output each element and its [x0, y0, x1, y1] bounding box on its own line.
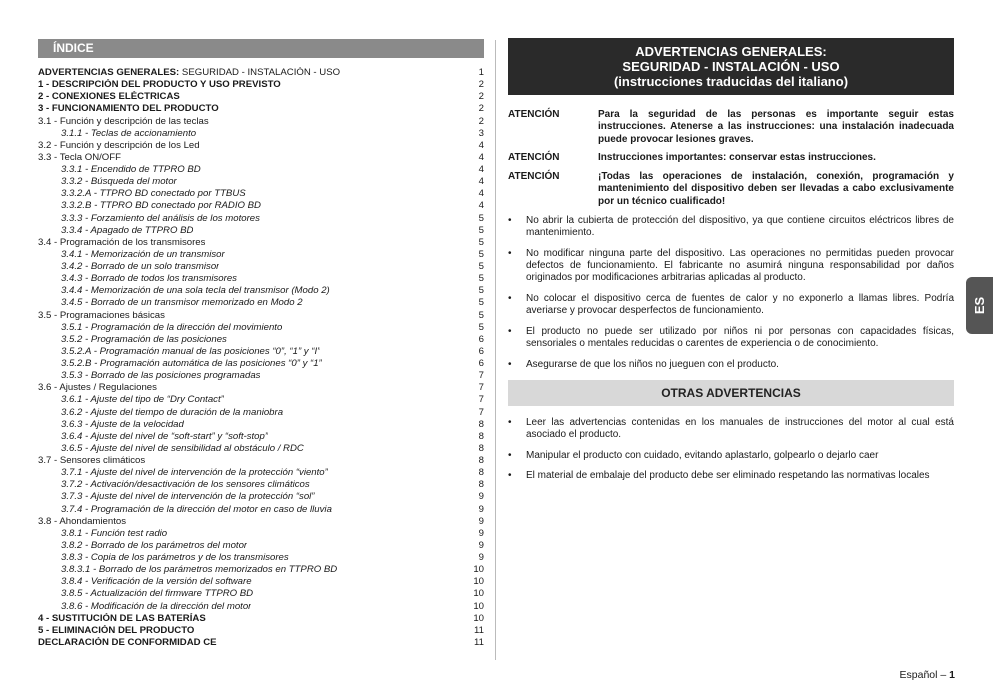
- bullet: •: [508, 358, 512, 370]
- toc-entry-title: [38, 116, 209, 128]
- toc-entry-label: 3.1.1 - Teclas de accionamiento: [61, 127, 197, 139]
- toc-entry: [38, 213, 484, 225]
- bullet: •: [508, 215, 512, 226]
- toc-entry-label: 2 - CONEXIONES ELÉCTRICAS: [38, 91, 180, 103]
- toc-entry-page: 10: [473, 588, 484, 600]
- list-item-text: Leer las advertencias contenidas en los manuales de instrucciones del motor al cual está asociado el producto.: [526, 417, 954, 441]
- toc-entry: [38, 479, 484, 491]
- toc-entry: [38, 540, 484, 552]
- toc-entry-label: 3.7 - Sensores climáticos: [38, 455, 146, 466]
- toc-entry-label: 3.7.2 - Activación/desactivación de los sensores climáticos: [61, 479, 310, 491]
- toc-entry: [38, 613, 484, 625]
- toc-entry-label: 3.8.3 - Copia de los parámetros y de los transmisores: [61, 552, 289, 563]
- toc-entry-label: 3.6.1 - Ajuste del tipo de “Dry Contact”: [61, 394, 224, 406]
- toc-entry-label: 3.5.3 - Borrado de las posiciones programadas: [61, 370, 261, 382]
- toc-entry-title: [38, 370, 260, 382]
- toc-entry-label: 4 - SUSTITUCIÓN DE LAS BATERÍAS: [38, 612, 206, 624]
- toc-entry: [38, 516, 484, 528]
- toc-entry-label: 3.7.4 - Programación de la dirección del motor en caso de lluvia: [61, 503, 332, 515]
- list-item: [508, 359, 954, 371]
- toc-entry-label: 3.8 - Ahondamientos: [38, 515, 127, 527]
- toc-entry-page: 2: [478, 115, 484, 127]
- toc-entry-label: 3.6.3 - Ajuste de la velocidad: [61, 418, 184, 430]
- list-item: [508, 248, 954, 285]
- attention-label: ATENCIÓN: [508, 152, 560, 163]
- title-line-2: SEGURIDAD - INSTALACIÓN - USO: [622, 59, 840, 74]
- language-tab-label: ES: [972, 296, 987, 315]
- toc-entry-page: 7: [478, 382, 484, 394]
- toc-entry-label: 3.5.2.A - Programación manual de las posiciones “0”, “1” y “I”: [61, 345, 321, 357]
- toc-entry-label: 3.8.4 - Verificación de la versión del software: [61, 576, 252, 588]
- toc-entry: [38, 637, 484, 649]
- toc-entry: [38, 455, 484, 467]
- toc-entry-page: 1: [478, 67, 484, 78]
- toc-entry-label: 3.7.3 - Ajuste del nivel de intervención de la protección “sol”: [61, 491, 315, 503]
- toc-entry-page: 8: [478, 479, 484, 491]
- attention-label: ATENCIÓN: [508, 109, 560, 120]
- toc-entry-title: [38, 67, 340, 79]
- toc-entry: [38, 576, 484, 588]
- toc-entry-title: [38, 491, 315, 503]
- attention-text: Instrucciones importantes: conservar estas instrucciones.: [598, 152, 876, 163]
- toc-entry-title: [38, 213, 260, 225]
- attention-label: ATENCIÓN: [508, 171, 560, 182]
- toc-entry-title: [38, 467, 328, 479]
- toc-entry-title: [38, 310, 165, 322]
- toc-entry-label: 3.3.4 - Apagado de TTPRO BD: [61, 224, 194, 236]
- toc-entry: [38, 297, 484, 309]
- toc-entry-label: 3.3.2 - Búsqueda del motor: [61, 176, 177, 188]
- toc-entry-title: [38, 431, 268, 443]
- toc-entry-label: 3.3.2.B - TTPRO BD conectado por RADIO BD: [61, 200, 261, 212]
- toc-entry-page: 2: [478, 79, 484, 91]
- toc-entry-label: 3.5 - Programaciones básicas: [38, 309, 165, 321]
- toc-entry-page: 4: [478, 139, 484, 151]
- toc-entry-page: 11: [474, 624, 484, 636]
- toc-entry-label: 3.4.2 - Borrado de un solo transmisor: [61, 261, 220, 272]
- warnings-list: [508, 215, 954, 379]
- bullet: •: [508, 325, 512, 337]
- toc-entry-label: 3.8.2 - Borrado de los parámetros del motor: [61, 539, 248, 551]
- toc-entry: [38, 261, 484, 273]
- toc-entry-page: 4: [478, 176, 484, 188]
- section-title: OTRAS ADVERTENCIAS: [508, 380, 954, 406]
- list-item-text: No abrir la cubierta de protección del dispositivo, ya que contiene circuitos eléctricos libres de mantenimiento.: [526, 215, 954, 239]
- toc-entry-title: [38, 237, 205, 249]
- toc-entry-label: 3.4.3 - Borrado de todos los transmisores: [61, 273, 237, 285]
- toc-entry: [38, 164, 484, 176]
- toc-entry-page: 5: [478, 321, 484, 333]
- toc-entry: [38, 528, 484, 540]
- toc-entry-page: 2: [478, 103, 484, 115]
- page-footer: [900, 669, 955, 681]
- toc-entry-label: 3.6 - Ajustes / Regulaciones: [38, 382, 157, 394]
- toc-entry-page: 5: [478, 236, 484, 248]
- toc-entry-page: 5: [478, 261, 484, 272]
- toc-entry: [38, 273, 484, 285]
- title-line-3: (instrucciones traducidas del italiano): [613, 74, 849, 89]
- toc-entry: [38, 394, 484, 406]
- toc-entry: [38, 176, 484, 188]
- toc-entry: [38, 443, 484, 455]
- toc-entry: [38, 79, 484, 91]
- toc-entry-page: 5: [478, 273, 484, 285]
- toc-entry-page: 8: [478, 430, 484, 442]
- toc-entry: [38, 310, 484, 322]
- toc-entry: [38, 504, 484, 516]
- toc-entry-title: [38, 188, 246, 200]
- toc-entry-title: [38, 613, 206, 625]
- toc-entry-page: 9: [478, 491, 484, 503]
- toc-entry: [38, 128, 484, 140]
- list-item: [508, 450, 954, 462]
- toc-entry-title: [38, 91, 180, 103]
- toc-entry-page: 8: [478, 442, 484, 454]
- bullet: •: [508, 247, 512, 259]
- toc-entry-title: [38, 382, 157, 394]
- footer-language: Español –: [899, 669, 950, 681]
- toc-entry-page: 9: [478, 503, 484, 515]
- toc-entry-label: 3.4.1 - Memorización de un transmisor: [61, 248, 225, 260]
- toc-entry-label: 3.8.3.1 - Borrado de los parámetros memorizados en TTPRO BD: [61, 564, 338, 576]
- toc-entry-title: [38, 261, 219, 273]
- toc-entry-label: 3.6.2 - Ajuste del tiempo de duración de la maniobra: [61, 406, 284, 418]
- list-item-text: El producto no puede ser utilizado por niños ni por personas con capacidades físicas, sensoriales o mentales reducidas o carentes de experiencia o de conocimiento.: [526, 325, 954, 350]
- toc-entry-title: [38, 504, 332, 516]
- toc-entry-page: 10: [473, 564, 484, 576]
- bullet: •: [508, 293, 512, 305]
- toc-entry: [38, 370, 484, 382]
- toc-entry: [38, 407, 484, 419]
- toc-entry-page: 6: [478, 333, 484, 345]
- toc-entry-page: 8: [478, 418, 484, 430]
- bullet: •: [508, 417, 512, 428]
- toc-entry-page: 5: [478, 224, 484, 236]
- toc-entry-label: 3.6.4 - Ajuste del nivel de “soft-start” y “soft-stop”: [61, 430, 269, 442]
- toc-entry: [38, 467, 484, 479]
- toc-entry: [38, 200, 484, 212]
- list-item: [508, 293, 954, 318]
- toc-entry-label: 3.8.5 - Actualización del firmware TTPRO BD: [61, 588, 254, 600]
- toc-entry-label: 3.4.4 - Memorización de una sola tecla del transmisor (Modo 2): [61, 285, 330, 297]
- toc-entry-title: [38, 419, 184, 431]
- list-item-text: Asegurarse de que los niños no jueguen con el producto.: [526, 358, 779, 370]
- toc-entry-page: 10: [473, 600, 484, 612]
- toc-entry: [38, 140, 484, 152]
- toc-entry: [38, 419, 484, 431]
- toc-entry-page: 9: [478, 552, 484, 563]
- toc-entry-title: [38, 588, 253, 600]
- toc-entry-title: [38, 564, 337, 576]
- list-item: [508, 417, 954, 442]
- toc-entry: [38, 152, 484, 164]
- toc-entry-label: 3.3 - Tecla ON/OFF: [38, 151, 121, 163]
- toc-entry-page: 4: [478, 200, 484, 212]
- toc-entry-title: [38, 334, 227, 346]
- toc-entry-title: [38, 637, 217, 649]
- toc-entry-title: [38, 394, 224, 406]
- toc-entry: [38, 431, 484, 443]
- column-divider: [495, 40, 496, 660]
- toc-entry: [38, 188, 484, 200]
- toc-entry-title: [38, 601, 251, 613]
- toc-entry-page: 4: [478, 164, 484, 175]
- toc-entry-title: [38, 346, 320, 358]
- toc-entry-page: 9: [478, 515, 484, 527]
- other-warnings-list: [508, 417, 954, 491]
- toc-entry-label: 3.1 - Función y descripción de las teclas: [38, 115, 209, 127]
- toc-entry: [38, 346, 484, 358]
- bullet: •: [508, 470, 512, 482]
- toc-entry-title: [38, 249, 225, 261]
- toc-entry-page: 7: [478, 370, 484, 382]
- page-number: 1: [949, 669, 955, 681]
- toc-entry-page: 7: [478, 406, 484, 418]
- list-item: [508, 215, 954, 240]
- toc-entry: [38, 285, 484, 297]
- toc-entry-label: 3.5.2.B - Programación automática de las posiciones “0” y “1”: [61, 358, 322, 369]
- toc-entry-page: 2: [478, 91, 484, 103]
- toc-entry-page: 8: [478, 455, 484, 466]
- toc-entry-title: [38, 164, 201, 176]
- toc-entry-page: 5: [478, 285, 484, 297]
- toc-entry-title: [38, 152, 121, 164]
- toc-entry-label: 3.3.1 - Encendido de TTPRO BD: [61, 164, 201, 175]
- toc-entry-label: 3.5.1 - Programación de la dirección del movimiento: [61, 321, 283, 333]
- toc-entry: [38, 116, 484, 128]
- toc-entry-label: 3.4.5 - Borrado de un transmisor memorizado en Modo 2: [61, 297, 303, 309]
- toc-entry-title: [38, 79, 281, 91]
- toc-entry: [38, 91, 484, 103]
- toc-entry-title: [38, 443, 304, 455]
- toc-entry-label: 3.3.3 - Forzamiento del análisis de los motores: [61, 212, 260, 224]
- toc-entry-title: [38, 297, 303, 309]
- table-of-contents: [38, 67, 484, 649]
- attention-block: [508, 152, 954, 164]
- toc-entry-label: 3 - FUNCIONAMIENTO DEL PRODUCTO: [38, 103, 219, 115]
- toc-entry: [38, 601, 484, 613]
- toc-entry-page: 4: [478, 188, 484, 200]
- toc-entry-label: 3.4 - Programación de los transmisores: [38, 236, 206, 248]
- list-item: [508, 326, 954, 351]
- toc-entry-page: 11: [474, 636, 484, 648]
- toc-entry-subtitle: SEGURIDAD - INSTALACIÓN - USO: [179, 67, 341, 78]
- toc-entry: [38, 552, 484, 564]
- toc-entry-title: [38, 552, 289, 564]
- toc-entry-title: [38, 128, 196, 140]
- toc-entry-title: [38, 103, 219, 115]
- toc-entry-label: 3.8.6 - Modificación de la dirección del motor: [61, 600, 252, 612]
- toc-entry-label: 3.6.5 - Ajuste del nivel de sensibilidad al obstáculo / RDC: [61, 442, 304, 454]
- toc-entry: [38, 358, 484, 370]
- attention-block: [508, 171, 954, 208]
- toc-entry: [38, 334, 484, 346]
- attention-text: Para la seguridad de las personas es importante seguir estas instrucciones. Atenerse a las instrucciones: una instalación inadecuada puede provocar lesiones graves.: [598, 109, 954, 145]
- toc-entry-title: [38, 516, 126, 528]
- language-tab: [966, 277, 993, 334]
- toc-entry-page: 4: [478, 151, 484, 163]
- bullet: •: [508, 449, 512, 461]
- toc-entry-title: [38, 576, 252, 588]
- toc-entry-label: DECLARACIÓN DE CONFORMIDAD CE: [38, 636, 217, 648]
- toc-entry-page: 5: [478, 297, 484, 309]
- list-item: [508, 470, 954, 482]
- toc-entry-title: [38, 322, 282, 334]
- toc-entry-label: 3.3.2.A - TTPRO BD conectado por TTBUS: [61, 188, 246, 200]
- toc-entry: [38, 491, 484, 503]
- toc-entry: [38, 249, 484, 261]
- toc-title: ÍNDICE: [38, 39, 484, 58]
- toc-entry: [38, 564, 484, 576]
- toc-entry-label: 3.5.2 - Programación de las posiciones: [61, 333, 227, 345]
- list-item-text: El material de embalaje del producto debe ser eliminado respetando las normativas locales: [526, 470, 930, 482]
- toc-entry-label: 3.8.1 - Función test radio: [61, 527, 168, 539]
- toc-entry-title: [38, 528, 167, 540]
- toc-entry: [38, 225, 484, 237]
- toc-entry-page: 5: [478, 212, 484, 224]
- toc-entry-label: 5 - ELIMINACIÓN DEL PRODUCTO: [38, 624, 195, 636]
- toc-entry-page: 7: [478, 394, 484, 406]
- list-item-text: No modificar ninguna parte del dispositivo. Las operaciones no permitidas pueden provocar defectos de funcionamiento. El fabricante no asumirá ninguna responsabilidad por daños originados por modificaciones arbitrarias aplicadas al producto.: [526, 247, 954, 284]
- toc-entry-page: 9: [478, 527, 484, 539]
- toc-entry-label: ADVERTENCIAS GENERALES:: [38, 67, 180, 78]
- list-item-text: No colocar el dispositivo cerca de fuentes de calor y no exponerlo a llamas libres. Podría averiarse y provocar desperfectos de funcionamiento.: [526, 293, 954, 317]
- toc-entry-title: [38, 285, 330, 297]
- toc-entry: [38, 322, 484, 334]
- toc-entry-title: [38, 140, 200, 152]
- toc-entry-page: 10: [473, 612, 484, 624]
- attention-block: [508, 109, 954, 146]
- toc-entry-page: 5: [478, 309, 484, 321]
- toc-entry-title: [38, 625, 194, 637]
- toc-entry-title: [38, 479, 310, 491]
- toc-entry: [38, 237, 484, 249]
- toc-entry-label: 1 - DESCRIPCIÓN DEL PRODUCTO Y USO PREVISTO: [38, 79, 281, 91]
- toc-entry-title: [38, 176, 177, 188]
- title-line-1: ADVERTENCIAS GENERALES:: [635, 44, 827, 59]
- toc-entry: [38, 103, 484, 115]
- toc-entry: [38, 588, 484, 600]
- list-item-text: Manipular el producto con cuidado, evitando aplastarlo, golpearlo o dejarlo caer: [526, 449, 879, 461]
- toc-entry-page: 3: [478, 127, 484, 139]
- toc-entry: [38, 625, 484, 637]
- toc-entry-title: [38, 407, 283, 419]
- toc-entry-page: 6: [478, 345, 484, 357]
- toc-entry-page: 9: [478, 539, 484, 551]
- toc-entry-title: [38, 540, 247, 552]
- toc-entry: [38, 382, 484, 394]
- toc-entry-label: 3.7.1 - Ajuste del nivel de intervención de la protección “viento”: [61, 467, 328, 479]
- toc-entry-page: 6: [478, 358, 484, 369]
- attention-text: ¡Todas las operaciones de instalación, conexión, programación y mantenimiento del dispositivo deben ser llevadas a cabo exclusivamente por un técnico cualificado!: [598, 171, 954, 207]
- toc-entry-title: [38, 200, 261, 212]
- toc-entry-label: 3.2 - Función y descripción de los Led: [38, 139, 200, 151]
- toc-entry-page: 8: [478, 467, 484, 479]
- page-title: [508, 38, 954, 95]
- toc-entry-title: [38, 225, 193, 237]
- toc-entry-title: [38, 358, 322, 370]
- toc-entry-page: 5: [478, 248, 484, 260]
- toc-entry-title: [38, 455, 145, 467]
- toc-entry-page: 10: [473, 576, 484, 588]
- toc-entry: [38, 67, 484, 79]
- toc-entry-title: [38, 273, 237, 285]
